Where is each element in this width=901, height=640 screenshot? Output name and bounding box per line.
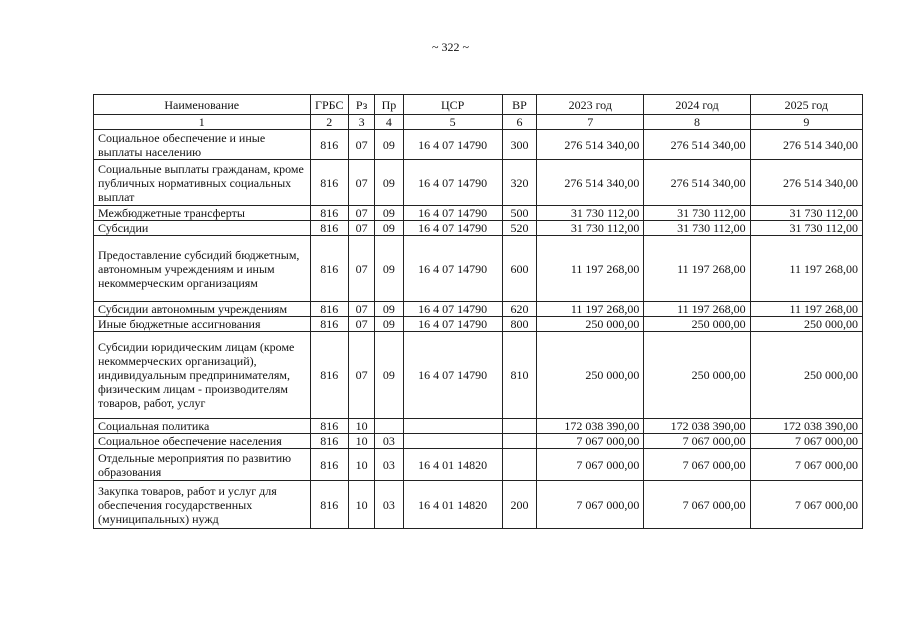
cell-name: Субсидии	[94, 221, 311, 236]
column-number: 3	[348, 115, 374, 130]
cell-csr: 16 4 07 14790	[403, 236, 502, 302]
cell-sum-2024: 7 067 000,00	[644, 481, 750, 529]
column-number: 2	[310, 115, 348, 130]
cell-vr: 620	[502, 302, 536, 317]
cell-sum-2024: 276 514 340,00	[644, 130, 750, 160]
table-row	[94, 130, 863, 160]
cell-sum-2025: 276 514 340,00	[750, 160, 862, 206]
cell-name: Субсидии юридическим лицам (кроме некоммерческих организаций), индивидуальным предпринимателям, физическим лицам - производителям товаров, работ, услуг	[94, 332, 311, 419]
cell-sum-2025: 11 197 268,00	[750, 302, 862, 317]
column-header-rz: Рз	[348, 95, 374, 115]
cell-sum-2025: 7 067 000,00	[750, 481, 862, 529]
cell-pr: 09	[375, 130, 403, 160]
cell-name: Социальная политика	[94, 419, 311, 434]
cell-grbs: 816	[310, 332, 348, 419]
cell-pr: 09	[375, 236, 403, 302]
column-number: 7	[537, 115, 644, 130]
cell-name: Иные бюджетные ассигнования	[94, 317, 311, 332]
cell-name: Межбюджетные трансферты	[94, 206, 311, 221]
column-number: 9	[750, 115, 862, 130]
cell-csr: 16 4 07 14790	[403, 302, 502, 317]
cell-vr	[502, 449, 536, 481]
column-number: 4	[375, 115, 403, 130]
column-header-pr: Пр	[375, 95, 403, 115]
cell-sum-2025: 7 067 000,00	[750, 434, 862, 449]
cell-grbs: 816	[310, 236, 348, 302]
column-header-vr: ВР	[502, 95, 536, 115]
cell-vr: 600	[502, 236, 536, 302]
cell-rz: 07	[348, 160, 374, 206]
cell-vr: 800	[502, 317, 536, 332]
cell-sum-2023: 7 067 000,00	[537, 481, 644, 529]
cell-sum-2023: 31 730 112,00	[537, 206, 644, 221]
cell-rz: 10	[348, 419, 374, 434]
cell-sum-2025: 11 197 268,00	[750, 236, 862, 302]
cell-pr: 03	[375, 481, 403, 529]
table-row	[94, 317, 863, 332]
cell-sum-2024: 250 000,00	[644, 317, 750, 332]
cell-pr: 09	[375, 332, 403, 419]
table-header	[94, 95, 863, 115]
cell-name: Закупка товаров, работ и услуг для обеспечения государственных (муниципальных) нужд	[94, 481, 311, 529]
cell-rz: 10	[348, 481, 374, 529]
cell-grbs: 816	[310, 130, 348, 160]
cell-sum-2024: 250 000,00	[644, 332, 750, 419]
cell-sum-2025: 276 514 340,00	[750, 130, 862, 160]
cell-grbs: 816	[310, 206, 348, 221]
cell-sum-2024: 11 197 268,00	[644, 302, 750, 317]
cell-sum-2023: 11 197 268,00	[537, 302, 644, 317]
cell-sum-2024: 31 730 112,00	[644, 221, 750, 236]
cell-rz: 07	[348, 332, 374, 419]
cell-name: Социальное обеспечение и иные выплаты населению	[94, 130, 311, 160]
cell-pr: 09	[375, 317, 403, 332]
cell-rz: 07	[348, 206, 374, 221]
column-header-2023: 2023 год	[537, 95, 644, 115]
cell-name: Социальное обеспечение населения	[94, 434, 311, 449]
cell-sum-2024: 7 067 000,00	[644, 449, 750, 481]
cell-vr: 200	[502, 481, 536, 529]
cell-csr	[403, 434, 502, 449]
cell-vr: 520	[502, 221, 536, 236]
table-row	[94, 481, 863, 529]
cell-pr: 03	[375, 449, 403, 481]
cell-sum-2025: 250 000,00	[750, 332, 862, 419]
cell-vr: 500	[502, 206, 536, 221]
cell-name: Социальные выплаты гражданам, кроме публичных нормативных социальных выплат	[94, 160, 311, 206]
cell-sum-2023: 276 514 340,00	[537, 160, 644, 206]
table-row	[94, 302, 863, 317]
cell-sum-2023: 11 197 268,00	[537, 236, 644, 302]
cell-rz: 10	[348, 434, 374, 449]
cell-sum-2025: 250 000,00	[750, 317, 862, 332]
cell-csr: 16 4 01 14820	[403, 449, 502, 481]
cell-grbs: 816	[310, 160, 348, 206]
cell-name: Отдельные мероприятия по развитию образования	[94, 449, 311, 481]
cell-grbs: 816	[310, 481, 348, 529]
cell-vr: 300	[502, 130, 536, 160]
cell-vr	[502, 434, 536, 449]
table-row	[94, 221, 863, 236]
table-row	[94, 332, 863, 419]
cell-name: Предоставление субсидий бюджетным, автономным учреждениям и иным некоммерческим организациям	[94, 236, 311, 302]
table-body	[94, 115, 863, 529]
column-header-2024: 2024 год	[644, 95, 750, 115]
cell-sum-2025: 31 730 112,00	[750, 221, 862, 236]
cell-csr: 16 4 01 14820	[403, 481, 502, 529]
cell-sum-2024: 11 197 268,00	[644, 236, 750, 302]
cell-pr: 09	[375, 206, 403, 221]
column-number: 8	[644, 115, 750, 130]
cell-csr	[403, 419, 502, 434]
cell-grbs: 816	[310, 302, 348, 317]
cell-sum-2023: 7 067 000,00	[537, 434, 644, 449]
page-number: ~ 322 ~	[432, 40, 469, 54]
cell-vr: 810	[502, 332, 536, 419]
cell-sum-2024: 276 514 340,00	[644, 160, 750, 206]
cell-sum-2023: 250 000,00	[537, 332, 644, 419]
column-number: 6	[502, 115, 536, 130]
cell-pr: 09	[375, 160, 403, 206]
cell-csr: 16 4 07 14790	[403, 317, 502, 332]
column-header-name: Наименование	[94, 95, 311, 115]
cell-sum-2025: 7 067 000,00	[750, 449, 862, 481]
column-header-grbs: ГРБС	[310, 95, 348, 115]
column-header-csr: ЦСР	[403, 95, 502, 115]
cell-sum-2023: 172 038 390,00	[537, 419, 644, 434]
cell-sum-2023: 31 730 112,00	[537, 221, 644, 236]
cell-sum-2025: 31 730 112,00	[750, 206, 862, 221]
cell-rz: 07	[348, 130, 374, 160]
column-number-row	[94, 115, 863, 130]
cell-pr: 09	[375, 221, 403, 236]
cell-csr: 16 4 07 14790	[403, 130, 502, 160]
cell-rz: 07	[348, 221, 374, 236]
table-row	[94, 449, 863, 481]
cell-rz: 07	[348, 317, 374, 332]
cell-rz: 07	[348, 236, 374, 302]
cell-sum-2024: 31 730 112,00	[644, 206, 750, 221]
cell-vr: 320	[502, 160, 536, 206]
column-header-2025: 2025 год	[750, 95, 862, 115]
cell-pr: 03	[375, 434, 403, 449]
column-number: 5	[403, 115, 502, 130]
cell-rz: 07	[348, 302, 374, 317]
cell-grbs: 816	[310, 419, 348, 434]
cell-grbs: 816	[310, 449, 348, 481]
cell-sum-2023: 250 000,00	[537, 317, 644, 332]
cell-sum-2023: 276 514 340,00	[537, 130, 644, 160]
cell-rz: 10	[348, 449, 374, 481]
cell-name: Субсидии автономным учреждениям	[94, 302, 311, 317]
cell-sum-2024: 172 038 390,00	[644, 419, 750, 434]
cell-grbs: 816	[310, 317, 348, 332]
cell-csr: 16 4 07 14790	[403, 206, 502, 221]
budget-table	[93, 94, 863, 529]
cell-grbs: 816	[310, 434, 348, 449]
cell-csr: 16 4 07 14790	[403, 160, 502, 206]
column-number: 1	[94, 115, 311, 130]
table-row	[94, 236, 863, 302]
table-row	[94, 206, 863, 221]
table-row	[94, 160, 863, 206]
cell-sum-2024: 7 067 000,00	[644, 434, 750, 449]
cell-sum-2023: 7 067 000,00	[537, 449, 644, 481]
cell-sum-2025: 172 038 390,00	[750, 419, 862, 434]
cell-csr: 16 4 07 14790	[403, 221, 502, 236]
cell-csr: 16 4 07 14790	[403, 332, 502, 419]
cell-grbs: 816	[310, 221, 348, 236]
table-row	[94, 434, 863, 449]
cell-vr	[502, 419, 536, 434]
table-row	[94, 419, 863, 434]
cell-pr: 09	[375, 302, 403, 317]
cell-pr	[375, 419, 403, 434]
header-row	[94, 95, 863, 115]
